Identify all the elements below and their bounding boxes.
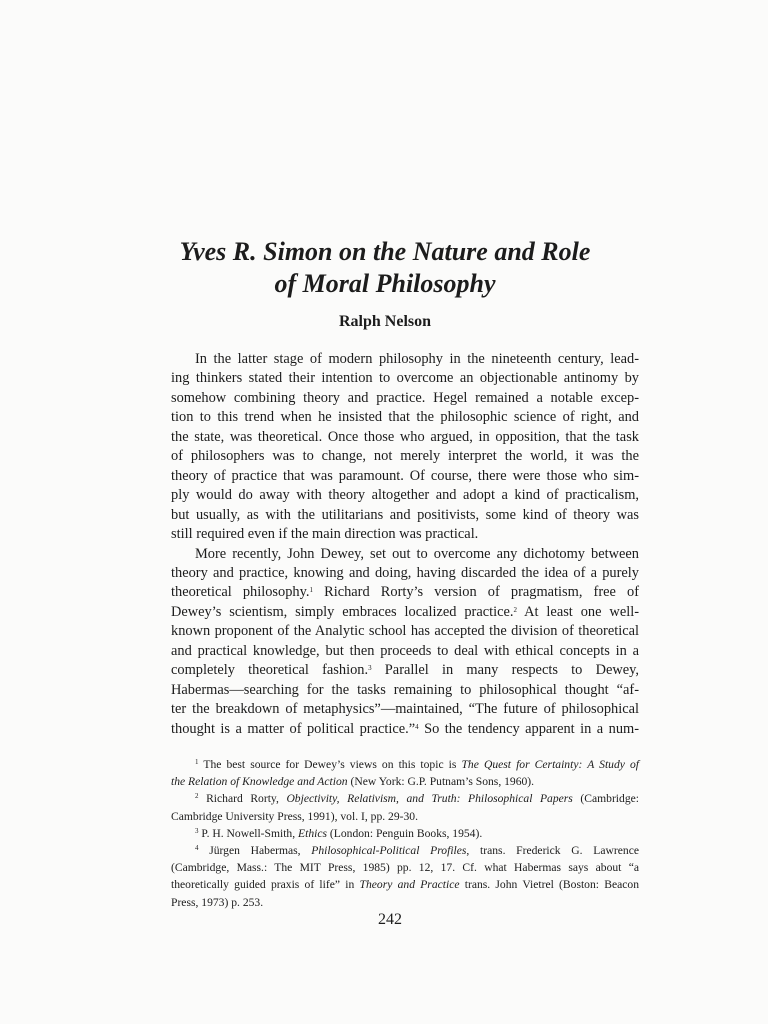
- footnote-4-cont: Press, 1973) p. 253.: [171, 895, 264, 909]
- footnote-text: Richard Rorty,: [206, 792, 287, 806]
- body-line: Habermas—searching for the tasks remaining to philosophical thought “af-: [171, 681, 639, 698]
- body-line: [171, 603, 639, 622]
- body-text-span: theoretical philosophy.: [171, 584, 310, 601]
- body-text-span: Dewey’s scientism, simply embraces localized practice.: [171, 603, 514, 620]
- footnote-mark: 2: [195, 792, 199, 801]
- body-line: ing thinkers stated their intention to overcome an objectionable antinomy by: [171, 370, 639, 387]
- body-line: [171, 720, 639, 739]
- footnote-4: [171, 842, 639, 859]
- footnote-text: (Cambridge:: [572, 792, 639, 806]
- body-line: of philosophers was to change, not merely interpret the world, it was the: [171, 448, 639, 465]
- footnote-mark: 4: [195, 844, 199, 853]
- body-line: ply would do away with theory altogether and adopt a kind of practicalism,: [171, 487, 639, 504]
- body-line: and practical knowledge, but then proceeds to deal with ethical concepts in a: [171, 642, 639, 659]
- body-text-span: So the tendency apparent in a num-: [418, 720, 639, 737]
- author-name: Ralph Nelson: [338, 313, 432, 330]
- footnote-ref-4: 4: [415, 722, 419, 731]
- article-title: [120, 236, 650, 300]
- footnote-text: theoretically guided praxis of life” in: [171, 878, 360, 892]
- footnote-ref-2: 2: [513, 605, 517, 614]
- footnote-italic: the Relation of Knowledge and Action: [171, 775, 348, 789]
- footnote-ref-3: 3: [368, 664, 372, 673]
- body-line: theory and practice, knowing and doing, having discarded the idea of a purely: [171, 564, 639, 581]
- footnote-ref-1: 1: [309, 586, 313, 595]
- footnote-2: [171, 790, 639, 807]
- body-line: [171, 583, 639, 602]
- footnote-text: trans. John Vietrel (Boston: Beacon: [459, 878, 639, 892]
- title-line-1: Yves R. Simon on the Nature and Role: [179, 237, 591, 266]
- body-line: In the latter stage of modern philosophy in the nineteenth century, lead-: [195, 351, 639, 367]
- body-line: the state, was theoretical. Once those who argued, in opposition, that the task: [171, 428, 639, 445]
- footnote-italic: Philosophical-Political Profiles: [311, 844, 467, 858]
- footnote-3: [171, 825, 639, 842]
- footnote-1: [171, 756, 639, 773]
- footnote-1-cont: [171, 773, 639, 790]
- body-line: known proponent of the Analytic school has accepted the division of theoretical: [171, 623, 639, 640]
- footnote-4-cont: (Cambridge, Mass.: The MIT Press, 1985) pp. 12, 17. Cf. what Habermas says about “a: [171, 861, 639, 875]
- body-text-span: Parallel in many respects to Dewey,: [371, 662, 639, 679]
- footnotes: [171, 756, 639, 911]
- footnote-text: (New York: G.P. Putnam’s Sons, 1960).: [347, 775, 535, 789]
- footnote-4-cont: [171, 876, 639, 893]
- body-line: somehow combining theory and practice. Hegel remained a notable excep-: [171, 389, 639, 406]
- body-text-span: Richard Rorty’s version of pragmatism, free of: [312, 584, 639, 601]
- footnote-mark: 1: [195, 758, 199, 766]
- footnote-italic: Objectivity, Relativism, and Truth: Philosophical Papers: [286, 792, 573, 806]
- footnote-text: Jürgen Habermas,: [209, 844, 312, 858]
- title-line-2: of Moral Philosophy: [274, 269, 496, 298]
- body-line: tion to this trend when he insisted that the philosophic science of right, and: [171, 409, 639, 426]
- footnote-text: P. H. Nowell-Smith,: [201, 826, 299, 840]
- footnote-text: (London: Penguin Books, 1954).: [327, 826, 483, 840]
- body-line: More recently, John Dewey, set out to overcome any dichotomy between: [195, 545, 639, 562]
- footnote-italic: Theory and Practice: [359, 878, 460, 892]
- footnote-italic: The Quest for Certainty: A Study of: [461, 758, 639, 771]
- footnote-text: The best source for Dewey’s views on this topic is: [203, 758, 462, 771]
- body-line: theory of practice that was paramount. Of course, there were those who sim-: [171, 467, 639, 484]
- page-number: 242: [378, 911, 402, 928]
- footnote-italic: Ethics: [298, 826, 328, 840]
- body-line: [171, 661, 639, 680]
- body-line: but usually, as with the utilitarians and positivists, some kind of theory was: [171, 506, 639, 523]
- footnote-text: , trans. Frederick G. Lawrence: [466, 844, 639, 858]
- body-line: ter the breakdown of metaphysics”—maintained, “The future of philosophical: [171, 701, 639, 718]
- footnote-mark: 3: [195, 826, 199, 835]
- body-text-span: completely theoretical fashion.: [171, 662, 369, 679]
- body-line: still required even if the main direction was practical.: [171, 526, 479, 543]
- body-text: [171, 350, 639, 739]
- footnote-2-cont: Cambridge University Press, 1991), vol. I, pp. 29-30.: [171, 809, 418, 823]
- body-text-span: At least one well-: [517, 603, 639, 620]
- body-text-span: thought is a matter of political practice.”: [171, 720, 416, 737]
